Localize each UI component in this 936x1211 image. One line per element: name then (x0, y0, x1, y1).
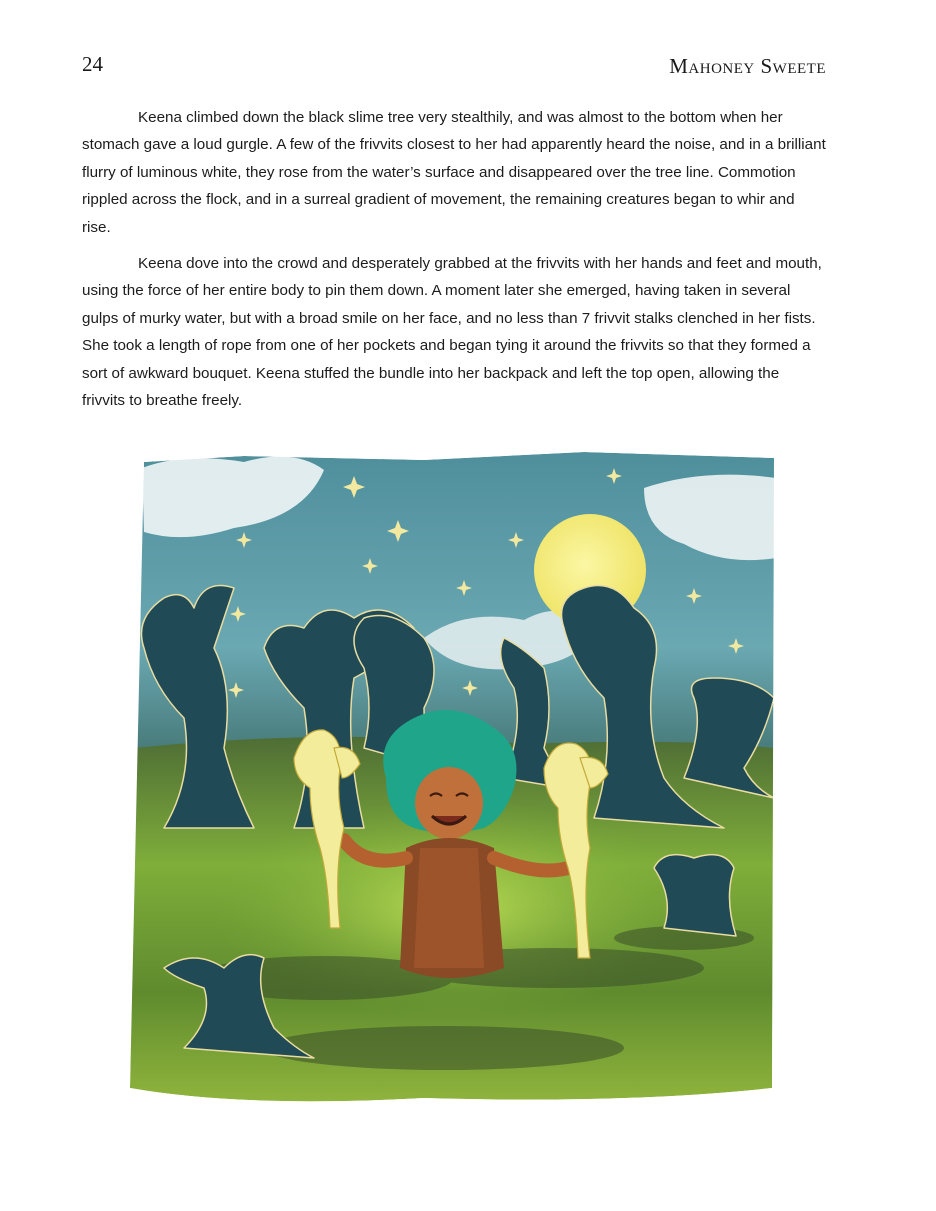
paragraph-2: Keena dove into the crowd and desperately grabbed at the frivvits with her hands and feet and mouth, using the force of her entire body to pin them down. A moment later she emerged, having taken in several gulps of murky water, but with a broad smile on her face, and no less than 7 frivvit stalks clenched in her fists. She took a length of rope from one of her pockets and began tying it around the frivvits so that they formed a sort of awkward bouquet. Keena stuffed the bundle into her backpack and left the top open, allowing the frivvits to breathe freely. (82, 255, 822, 410)
stump-right (654, 855, 736, 936)
page-header (82, 52, 826, 82)
face (415, 767, 483, 839)
page-number: 24 (82, 52, 103, 76)
story-text (82, 104, 826, 423)
watercolor-illustration (124, 448, 780, 1108)
running-head-author: Mahoney Sweete (669, 54, 826, 78)
illustration-canvas (124, 448, 780, 1108)
vest (414, 848, 484, 968)
paragraph-1: Keena climbed down the black slime tree very stealthily, and was almost to the bottom when her stomach gave a loud gurgle. A few of the frivvits closest to her had apparently heard the noise, and in a brilliant flurry of luminous white, they rose from the water’s surface and disappeared over the tree line. Commotion rippled across the flock, and in a surreal gradient of movement, the remaining creatures began to whir and rise. (82, 109, 826, 236)
